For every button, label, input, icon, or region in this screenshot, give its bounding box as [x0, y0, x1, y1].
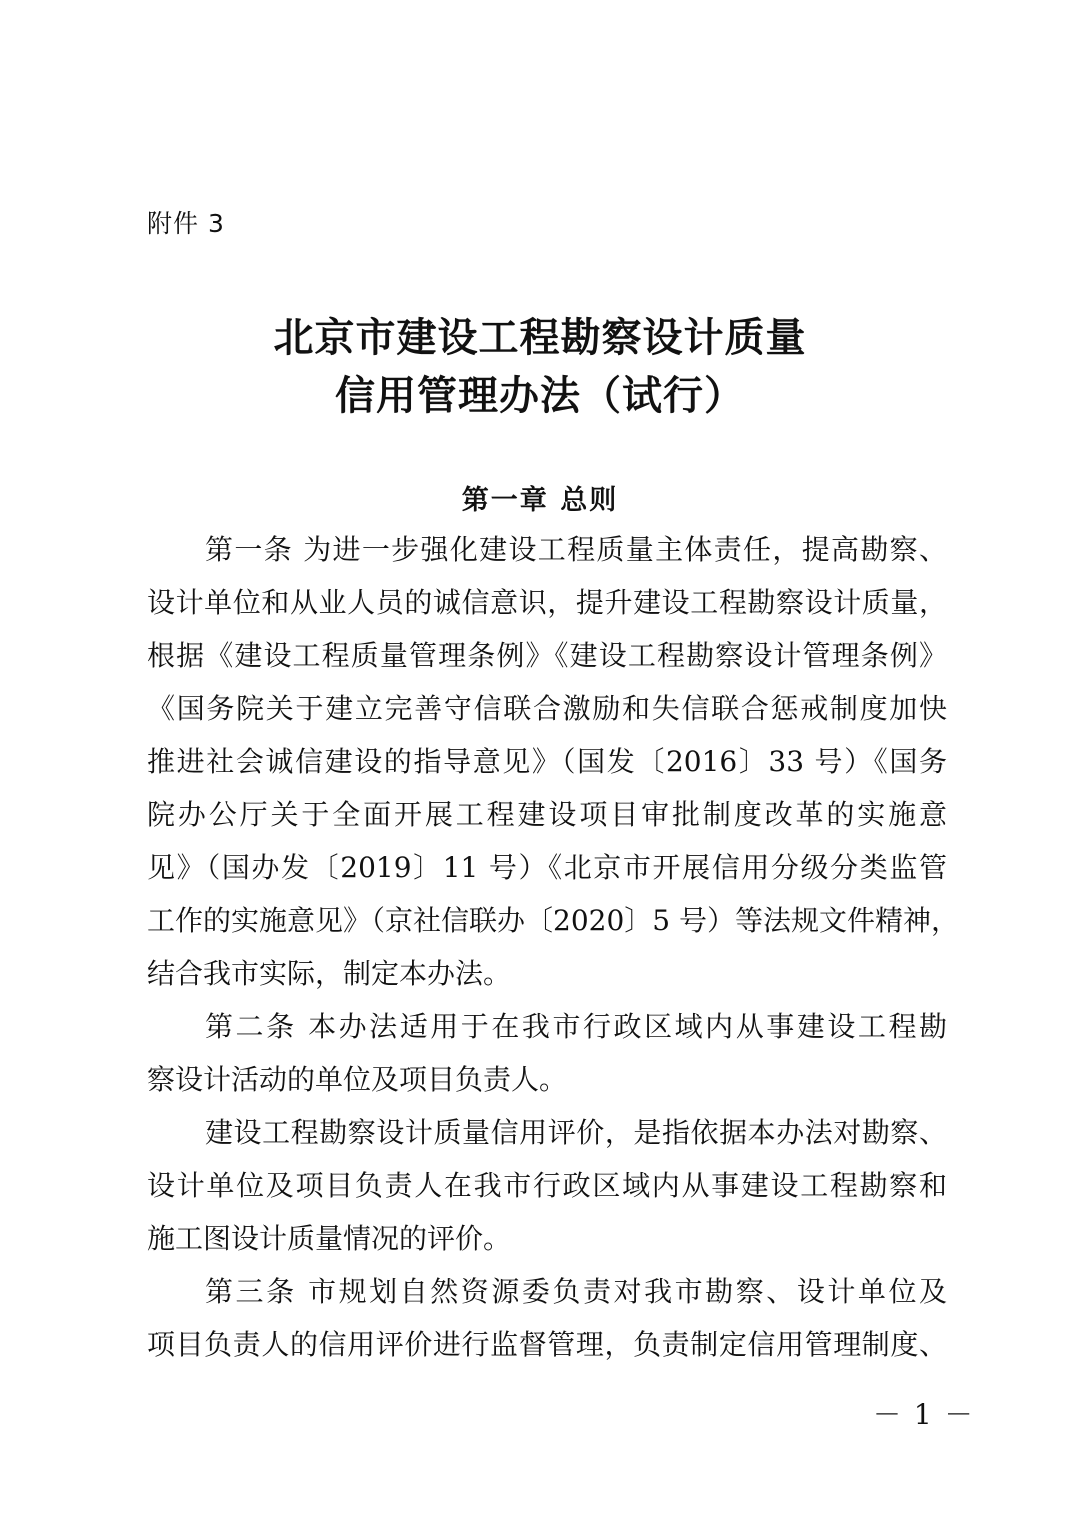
paragraph-line: 施工图设计质量情况的评价。: [147, 1222, 512, 1255]
attachment-label: 附件 3: [147, 209, 225, 238]
paragraph-line: 建设工程勘察设计质量信用评价，是指依据本办法对勘察、: [205, 1116, 947, 1149]
paragraph-line: 根据《建设工程质量管理条例》《建设工程勘察设计管理条例》: [147, 639, 947, 672]
paragraph-line: 察设计活动的单位及项目负责人。: [147, 1063, 568, 1096]
paragraph-line: 院办公厅关于全面开展工程建设项目审批制度改革的实施意: [147, 798, 947, 831]
paragraph-line: 项目负责人的信用评价进行监督管理，负责制定信用管理制度、: [147, 1328, 947, 1361]
paragraph-line: 设计单位和从业人员的诚信意识，提升建设工程勘察设计质量，: [147, 586, 947, 619]
paragraph-line: 第三条 市规划自然资源委负责对我市勘察、设计单位及: [205, 1275, 947, 1308]
paragraph-line: 《国务院关于建立完善守信联合激励和失信联合惩戒制度加快: [147, 692, 947, 725]
paragraph-line: 设计单位及项目负责人在我市行政区域内从事建设工程勘察和: [147, 1169, 947, 1202]
paragraph-line: 第二条 本办法适用于在我市行政区域内从事建设工程勘: [205, 1010, 947, 1043]
paragraph-line: 工作的实施意见》（京社信联办〔2020〕5 号）等法规文件精神，: [147, 904, 959, 937]
chapter-heading: 第一章 总则: [461, 485, 619, 516]
paragraph-line: 结合我市实际，制定本办法。: [147, 957, 512, 990]
paragraph-line: 第一条 为进一步强化建设工程质量主体责任，提高勘察、: [205, 533, 947, 566]
page-number: － 1 －: [873, 1398, 975, 1431]
document-title-line-2: 信用管理办法（试行）: [335, 372, 745, 419]
paragraph-line: 推进社会诚信建设的指导意见》（国发〔2016〕33 号）《国务: [147, 745, 947, 778]
paragraph-line: 见》（国办发〔2019〕11 号）《北京市开展信用分级分类监管: [147, 851, 947, 884]
document-title-line-1: 北京市建设工程勘察设计质量: [273, 314, 807, 361]
